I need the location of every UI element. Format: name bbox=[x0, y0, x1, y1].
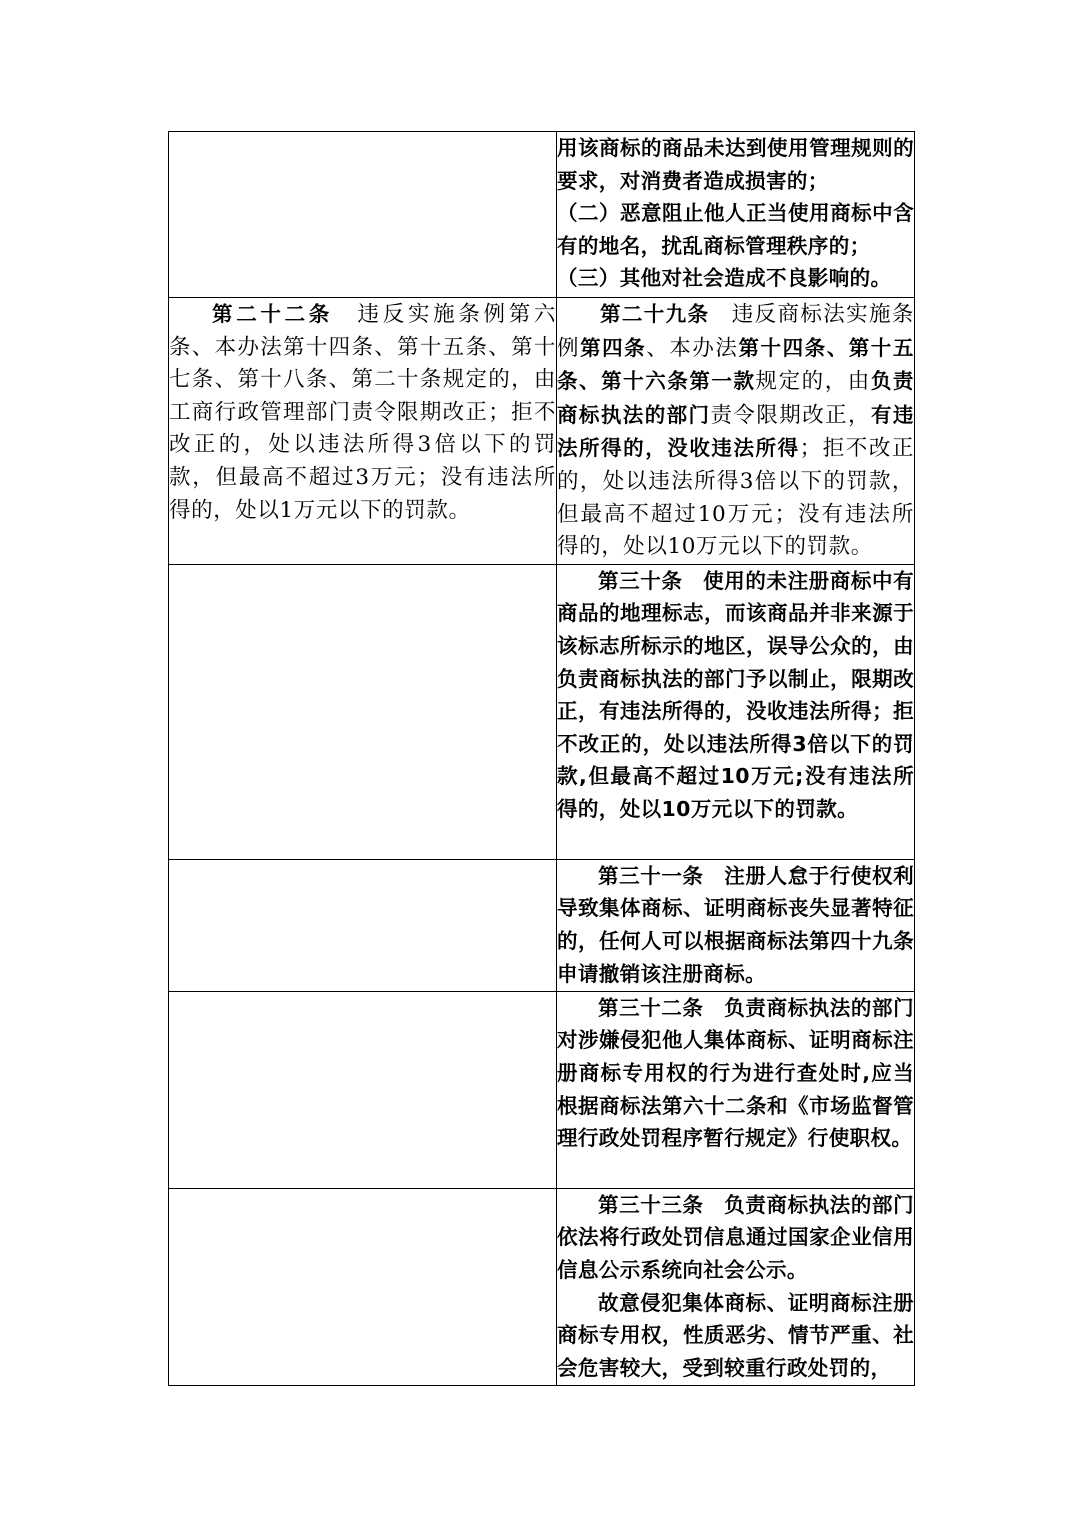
article-paragraph bbox=[557, 992, 914, 1155]
article-body bbox=[557, 302, 914, 559]
article-body: 负责商标执法的部门对涉嫌侵犯他人集体商标、证明商标注册商标专用权的行为进行查处时,应当根据商标法第六十二条和《市场监督管理行政处罚程序暂行规定》行使职权。 bbox=[557, 995, 915, 1151]
table-row bbox=[169, 132, 915, 298]
old-article-cell bbox=[169, 991, 557, 1188]
article-number: 第三十一条 bbox=[598, 863, 704, 888]
document-page bbox=[168, 131, 914, 1386]
text-segment: 责令限期改正， bbox=[710, 402, 871, 428]
article-paragraph bbox=[557, 298, 914, 564]
bold-segment: 第十四条、第十五条、第十六条第一款 bbox=[557, 335, 914, 394]
table-row bbox=[169, 859, 915, 991]
article-body: 使用的未注册商标中有商品的地理标志，而该商品并非来源于该标志所标示的地区，误导公众的，由负责商标执法的部门予以制止，限期改正，有违法所得的，没收违法所得；拒不改正的，处以违法所得3倍以下的罚款,但最高不超过10万元;没有违法所得的，处以10万元以下的罚款。 bbox=[557, 568, 915, 821]
article-body: 注册人怠于行使权利导致集体商标、证明商标丧失显著特征的，任何人可以根据商标法第四十九条申请撤销该注册商标。 bbox=[557, 863, 915, 986]
new-article-cell bbox=[557, 564, 915, 859]
article-paragraph bbox=[557, 860, 914, 990]
old-article-cell bbox=[169, 298, 557, 565]
article-body: 故意侵犯集体商标、证明商标注册商标专用权，性质恶劣、情节严重、社会危害较大，受到较重行政处罚的， bbox=[557, 1290, 914, 1380]
table-row bbox=[169, 298, 915, 565]
new-article-cell bbox=[557, 1188, 915, 1385]
table-row bbox=[169, 1188, 915, 1385]
article-number: 第二十九条 bbox=[600, 302, 710, 326]
text-segment: ；拒不改正的，处以违法所得3倍以下的罚款，但最高不超过10万元；没有违法所得的，处以10万元以下的罚款。 bbox=[557, 436, 914, 560]
text-segment: 违反商标法实施条例 bbox=[557, 302, 914, 361]
article-number: 第三十条 bbox=[598, 568, 683, 593]
new-article-cell bbox=[557, 991, 915, 1188]
old-article-cell bbox=[169, 132, 557, 298]
article-paragraph bbox=[557, 1189, 914, 1287]
article-body: 负责商标执法的部门依法将行政处罚信息通过国家企业信用信息公示系统向社会公示。 bbox=[557, 1192, 915, 1282]
text-segment: 、本办法 bbox=[646, 335, 739, 361]
table-row bbox=[169, 991, 915, 1188]
bold-segment: 有违法所得的，没收违法所得 bbox=[557, 402, 914, 461]
new-article-cell bbox=[557, 859, 915, 991]
table-row bbox=[169, 564, 915, 859]
article-number: 第二十二条 bbox=[212, 302, 333, 326]
article-number: 第三十三条 bbox=[598, 1192, 704, 1217]
article-paragraph bbox=[557, 1287, 914, 1385]
old-article-cell bbox=[169, 859, 557, 991]
new-article-cell bbox=[557, 132, 915, 298]
old-article-cell bbox=[169, 1188, 557, 1385]
article-number: 第三十二条 bbox=[598, 995, 704, 1020]
article-paragraph bbox=[169, 298, 556, 527]
bold-segment: 第四条 bbox=[580, 335, 647, 360]
text-segment: 规定的，由 bbox=[755, 369, 871, 395]
article-paragraph: 用该商标的商品未达到使用管理规则的要求，对消费者造成损害的； bbox=[557, 136, 914, 193]
article-paragraph: （二）恶意阻止他人正当使用商标中含有的地名，扰乱商标管理秩序的； bbox=[557, 201, 914, 258]
article-paragraph: （三）其他对社会造成不良影响的。 bbox=[557, 266, 892, 291]
new-article-cell bbox=[557, 298, 915, 565]
article-body: 违反实施条例第六条、本办法第十四条、第十五条、第十七条、第十八条、第二十条规定的，由工商行政管理部门责令限期改正；拒不改正的，处以违法所得3倍以下的罚款，但最高不超过3万元；没有违法所得的，处以1万元以下的罚款。 bbox=[169, 302, 557, 523]
bold-segment: 负责商标执法的部门 bbox=[557, 369, 914, 427]
old-article-cell bbox=[169, 564, 557, 859]
comparison-table bbox=[168, 131, 915, 1386]
article-paragraph bbox=[557, 565, 914, 826]
